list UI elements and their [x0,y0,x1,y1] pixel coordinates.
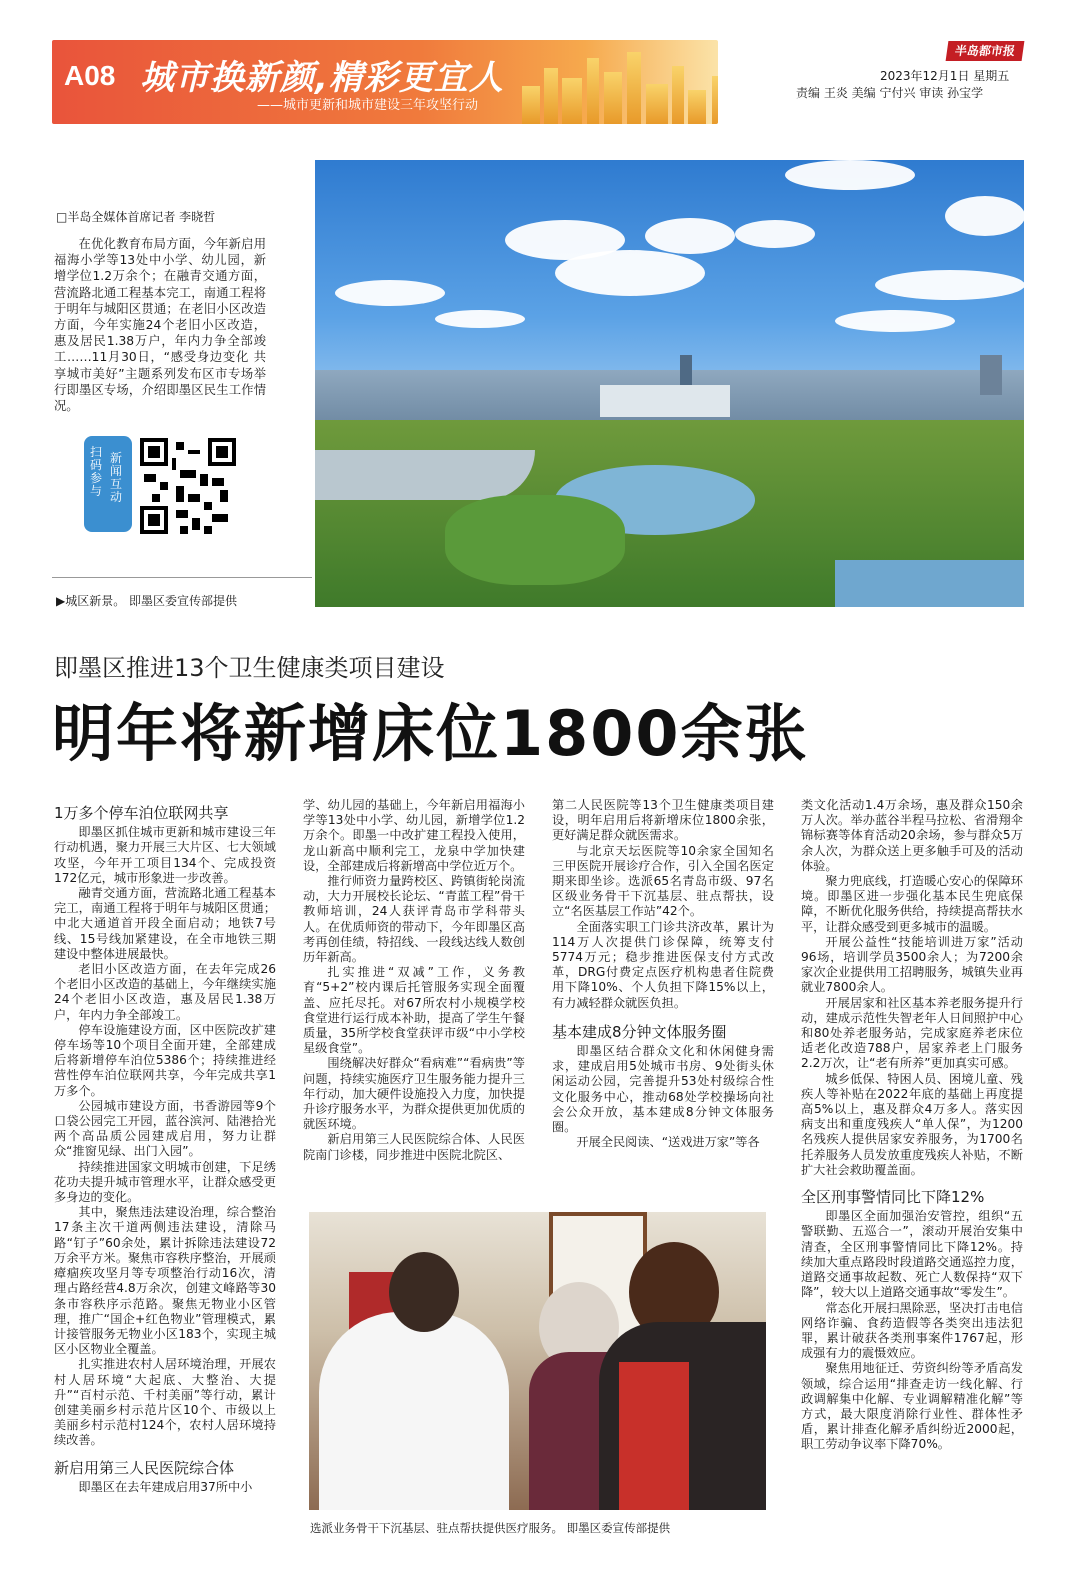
paragraph: 即墨区在去年建成启用37所中小 [78,1479,253,1494]
paragraph: 围绕解决好群众“看病难”“看病贵”等问题，持续实施医疗卫生服务能力提升三年行动，加大硬件设施投入力度，加快提升诊疗服务水平，为群众提供更加优质的就医环境。 [303,1056,525,1132]
paragraph: 聚焦用地征迁、劳资纠纷等矛盾高发领域，综合运用“排查走访一线化解、行政调解集中化解、专业调解精准化解”等方式，最大限度消除行业性、群体性矛盾，累计排查化解矛盾纠纷近2000起，职工劳动争议率下降70%。 [801,1361,1023,1452]
subheading: 1万多个停车泊位联网共享 [54,804,229,822]
main-headline: 明年将新增床位1800余张 [52,697,809,770]
newspaper-logo: 半岛都市报 [946,41,1025,61]
paragraph: 开展公益性“技能培训进万家”活动96场，培训学员3500余人；为7200余家次企业提供用工招聘服务，城镇失业再就业7800余人。 [801,934,1023,995]
paragraph: 开展居家和社区基本养老服务提升行动，建成示范性失智老年人日间照护中心和80处养老服务站，完成家庭养老床位适老化改造788户，居家养老上门服务2.2万次，让“老有所养”更加真实可感。 [801,995,1023,1071]
byline: □半岛全媒体首席记者 李晓哲 [56,210,216,224]
paragraph: 持续推进国家文明城市创建，下足绣花功夫提升城市管理水平，让群众感受更多身边的变化。 [54,1159,276,1205]
paragraph: 城乡低保、特困人员、困境儿童、残疾人等补贴在2022年底的基础上再度提高5%以上，惠及群众4万多人。落实因病支出和重度残疾人“单人保”，为1200名残疾人提供居家安养服务，为1700名托养服务人员发放重度残疾人补贴，不断扩大社会救助覆盖面。 [801,1071,1023,1177]
city-aerial-photo [315,160,1024,607]
subheading: 全区刑事警情同比下降12% [801,1188,985,1207]
paragraph: 即墨区结合群众文化和休闲健身需求，建成启用5处城市书房、9处街头休闲运动公园，完善提升53处村级综合性文化服务中心，推动68处学校操场向社会公众开放，基本建成8分钟文体服务圈。 [552,1044,774,1135]
column-2 [303,798,525,1163]
editor-credits: 责编 王炎 美编 宁付兴 审读 孙宝学 [796,86,984,100]
paragraph: 融青交通方面，营流路北通工程基本完工，南通工程将于明年与城阳区贯通；中北大通道首开段全面启动；地铁7号线、15号线加紧建设，在全市地铁三期建设中整体进展最快。 [54,886,276,961]
qr-tag-label-1: 扫码参与 [90,445,103,498]
paragraph: 其中，聚焦违法建设治理，综合整治17条主次干道两侧违法建设，清除马路“钉子”60余处，累计拆除违法建设72万余平方米。聚焦市容秩序整治，开展顽瘴痼疾攻坚月等专项整治行动16次，清理占路经营4.8万余次，创建文峰路等30条市容秩序示范路。聚焦无物业小区管理，推广“国企+红色物业”管理模式，累计接管服务无物业小区183个，实现主城区小区物业全覆盖。 [54,1205,276,1357]
section-banner [52,40,718,124]
subheading: 基本建成8分钟文体服务圈 [552,1022,727,1041]
divider [52,577,312,578]
kicker-headline: 即墨区推进13个卫生健康类项目建设 [54,654,445,682]
paragraph: 扎实推进农村人居环境治理，开展农村人居环境“大起底、大整治、大提升”“百村示范、千村美丽”等行动，累计创建美丽乡村示范片区10个、市级以上美丽乡村示范村124个，农村人居环境持续改善。 [54,1357,276,1448]
intro-paragraph: 在优化教育布局方面，今年新启用福海小学等13处中小学、幼儿园，新增学位1.2万余个；在融青交通方面，营流路北通工程基本完工，南通工程将于明年与城阳区贯通；在老旧小区改造方面，今年实施24个老旧小区改造，惠及居民1.38万户，年内力争全部竣工……11月30日，“感受身边变化 共享城市美好”主题系列发布区市专场举行即墨区专场，介绍即墨区民生工作情况。 [54,237,266,414]
paragraph: 第二人民医院等13个卫生健康类项目建设，明年启用后将新增床位1800余张，更好满足群众就医需求。 [552,798,774,843]
paragraph: 即墨区抓住城市更新和城市建设三年行动机遇，聚力开展三大片区、七大领域攻坚，今年开工项目134个、完成投资172亿元，城市形象进一步改善。 [54,825,276,885]
qr-code[interactable] [140,438,236,534]
paragraph: 公园城市建设方面，书香游园等9个口袋公园完工开园，蓝谷滨河、陆港拾光两个高品质公园建成启用，努力让群众“推窗见绿、出门入园”。 [54,1098,276,1159]
paragraph: 扎实推进“双减”工作，义务教育“5+2”校内课后托管服务实现全面覆盖、应托尽托。对67所农村小规模学校食堂进行运行成本补助，提高了学生午餐质量，35所学校食堂获评市级“中小学校星级食堂”。 [303,965,525,1056]
column-4 [801,798,1023,1453]
paragraph: 学、幼儿园的基础上，今年新启用福海小学等13处中小学、幼儿园，新增学位1.2万余个。即墨一中改扩建工程投入使用，龙山新高中顺利完工，龙泉中学加快建设，全部建成后将新增高中学位近万个。 [303,798,525,873]
paragraph: 聚力兜底线，打造暖心安心的保障环境。即墨区进一步强化基本民生兜底保障，不断优化服务供给，持续提高帮扶水平，让群众感受到更多城市的温暖。 [801,874,1023,934]
paragraph: 类文化活动1.4万余场，惠及群众150余万人次。举办蓝谷半程马拉松、省滑翔伞锦标赛等体育活动20余场，参与群众5万余人次，为群众送上更多触手可及的活动体验。 [801,798,1023,873]
page-number: A08 [64,60,116,91]
paragraph: 停车设施建设方面，区中医院改扩建停车场等10个项目全面开建，全部建成后将新增停车泊位5386个；持续推进经营性停车泊位联网共享，今年完成共享1万多个。 [54,1022,276,1098]
qr-tag-label-2: 新闻互动 [110,451,123,504]
subheading: 新启用第三人民医院综合体 [54,1458,235,1477]
paragraph: 老旧小区改造方面，在去年完成26个老旧小区改造的基础上，今年继续实施24个老旧小区改造，惠及居民1.38万户，年内力争全部竣工。 [54,962,276,1022]
medical-service-photo [309,1212,766,1510]
paragraph: 推行师资力量跨校区、跨镇街轮岗流动，大力开展校长论坛、“青蓝工程”骨干教师培训，24人获评青岛市学科带头人。在优质师资的带动下，今年即墨区高考再创佳绩，特招线、一段线达线人数创历年新高。 [303,874,525,965]
paragraph: 常态化开展扫黑除恶，坚决打击电信网络诈骗、食药造假等各类突出违法犯罪，累计破获各类刑事案件1767起，形成强有力的震慑效应。 [801,1300,1023,1361]
paragraph: 新启用第三人民医院综合体、人民医院南门诊楼，同步推进中医院北院区、 [303,1132,525,1162]
paragraph: 与北京天坛医院等10余家全国知名三甲医院开展诊疗合作，引入全国名医定期来即坐诊。选派65名青岛市级、97名区级业务骨干下沉基层、驻点帮扶，设立“名医基层工作站”42个。 [552,843,774,919]
issue-date: 2023年12月1日 星期五 [880,69,1010,83]
qr-tag [84,436,132,532]
paragraph: 开展全民阅读、“送戏进万家”等各 [576,1135,760,1150]
column-1 [54,806,276,1495]
section-subtitle: ——城市更新和城市建设三年攻坚行动 [257,98,479,113]
paragraph: 全面落实职工门诊共济改革，累计为114万人次提供门诊保障，统筹支付5774万元；稳步推进医保支付方式改革，DRG付费定点医疗机构患者住院费用下降10%、个人负担下降15%以上，有力减轻群众就医负担。 [552,919,774,1010]
photo-caption: ▶城区新景。 即墨区委宣传部提供 [56,594,238,608]
paragraph: 即墨区全面加强治安管控，组织“五警联勤、五巡合一”，滚动开展治安集中清查，全区刑事警情同比下降12%。持续加大重点路段时段道路交通巡控力度，道路交通事故起数、死亡人数保持“双下降”，较大以上道路交通事故“零发生”。 [801,1209,1023,1300]
section-title: 城市换新颜,精彩更宜人 [140,58,504,98]
photo-caption: 选派业务骨干下沉基层、驻点帮扶提供医疗服务。 即墨区委宣传部提供 [310,1521,671,1535]
column-3 [552,798,774,1150]
